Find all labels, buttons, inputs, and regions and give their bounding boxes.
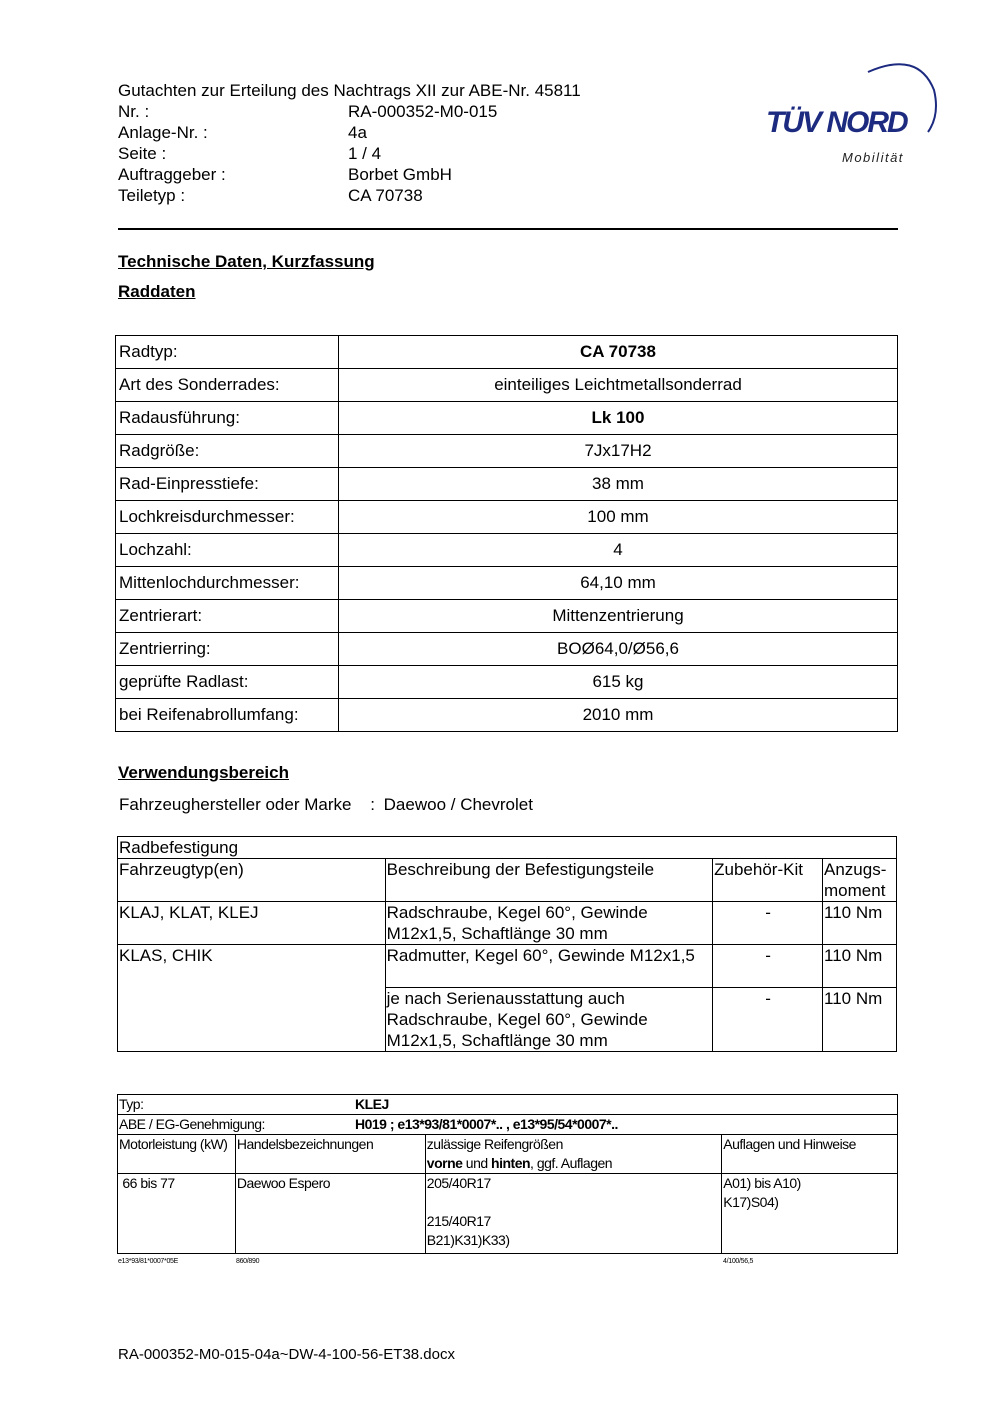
row-moment: 110 Nm [823,945,897,988]
raddaten-value: CA 70738 [339,336,898,369]
raddaten-table [115,335,898,732]
field-label-auftraggeber: Auftraggeber : [118,165,226,184]
small-footnote-1: e13*93/81*0007*05E [118,1258,178,1265]
raddaten-label: Art des Sonderrades: [116,369,339,402]
footer-filename: RA-000352-M0-015-04a~DW-4-100-56-ET38.docx [118,1346,455,1363]
raddaten-row [116,567,898,600]
raddaten-label: Radgröße: [116,435,339,468]
typ-label: Typ: [119,1096,144,1112]
raddaten-value: Mittenzentrierung [339,600,898,633]
table-row [118,945,897,988]
radbefestigung-title: Radbefestigung [118,837,897,859]
auflagen-2: K17)S04) [723,1194,779,1210]
raddaten-row [116,633,898,666]
raddaten-value: einteiliges Leichtmetallsonderrad [339,369,898,402]
small-footnote-3: 4/100/56,5 [723,1258,754,1265]
reifen-2: 215/40R17 [426,1213,491,1229]
raddaten-label: Radtyp: [116,336,339,369]
col-motorleistung: Motorleistung (kW) [118,1135,236,1174]
small-footnote-2: 860/890 [236,1258,260,1265]
typ-table [117,1094,898,1254]
row-moment: 110 Nm [823,988,897,1052]
raddaten-row [116,468,898,501]
field-value-auftraggeber: Borbet GmbH [348,165,452,184]
raddaten-label: Zentrierart: [116,600,339,633]
raddaten-value: 615 kg [339,666,898,699]
raddaten-row [116,336,898,369]
document-title: Gutachten zur Erteilung des Nachtrags XII zur ABE-Nr. 45811 [118,81,581,100]
section-heading-verwendungsbereich: Verwendungsbereich [118,763,289,782]
abe-row [118,1115,898,1135]
header-anzugsmoment: Anzugs- moment [823,859,897,902]
header-beschreibung: Beschreibung der Befestigungsteile [385,859,713,902]
field-value-seite: 1 / 4 [348,144,382,163]
radbefestigung-table [117,836,897,1052]
manufacturer-separator: : [370,795,375,814]
table-row [118,902,897,945]
row-moment: 110 Nm [823,902,897,945]
raddaten-label: geprüfte Radlast: [116,666,339,699]
row-auflagen [722,1174,898,1254]
row-type: KLAS, CHIK [118,945,386,1052]
auflagen-suffix: , ggf. Auflagen [530,1155,613,1171]
field-label-seite: Seite : [118,144,167,163]
abe-label: ABE / EG-Genehmigung: [119,1116,265,1132]
row-motorleistung: 66 bis 77 [118,1174,236,1254]
field-label-teiletyp: Teiletyp : [118,186,186,205]
col-auflagen-hinweise: Auflagen und Hinweise [722,1135,898,1174]
header-zubehoer-kit: Zubehör-Kit [713,859,823,902]
reifen-3: B21)K31)K33) [426,1232,510,1248]
raddaten-value: 2010 mm [339,699,898,732]
raddaten-row [116,666,898,699]
row-kit: - [713,988,823,1052]
raddaten-row [116,435,898,468]
field-label-nr: Nr. : [118,102,150,121]
field-value-teiletyp: CA 70738 [348,186,423,205]
field-label-anlage: Anlage-Nr. : [118,123,208,142]
manufacturer-line [119,795,533,815]
raddaten-value: 7Jx17H2 [339,435,898,468]
header-fahrzeugtyp: Fahrzeugtyp(en) [118,859,386,902]
field-value-anlage: 4a [348,123,367,142]
raddaten-label: Zentrierring: [116,633,339,666]
raddaten-value: 4 [339,534,898,567]
auflagen-1: A01) bis A10) [723,1175,801,1191]
raddaten-value: 38 mm [339,468,898,501]
col-handelsbezeichnungen: Handelsbezeichnungen [235,1135,425,1174]
vorne-label: vorne [426,1155,463,1171]
col-reifengroessen [425,1135,721,1174]
row-reifengroessen [425,1174,721,1254]
raddaten-row [116,600,898,633]
row-handelsbezeichnung: Daewoo Espero [235,1174,425,1254]
abe-value: H019 ; e13*93/81*0007*.. , e13*95/54*0007*.. [355,1116,618,1132]
section-heading-technische-daten: Technische Daten, Kurzfassung [118,252,375,271]
table-row [118,1174,898,1254]
raddaten-row [116,699,898,732]
logo-subtitle: Mobilität [842,150,904,165]
raddaten-label: Radausführung: [116,402,339,435]
raddaten-label: Rad-Einpresstiefe: [116,468,339,501]
raddaten-label: Lochzahl: [116,534,339,567]
raddaten-value: 64,10 mm [339,567,898,600]
reifen-1: 205/40R17 [426,1175,491,1191]
section-heading-raddaten: Raddaten [118,282,196,301]
raddaten-value: 100 mm [339,501,898,534]
raddaten-label: Mittenlochdurchmesser: [116,567,339,600]
und-label: und [462,1155,492,1171]
row-desc: Radmutter, Kegel 60°, Gewinde M12x1,5 [385,945,713,988]
raddaten-label: bei Reifenabrollumfang: [116,699,339,732]
row-desc: je nach Serienausstattung auch Radschraube, Kegel 60°, Gewinde M12x1,5, Schaftlänge 30 mm [385,988,713,1052]
raddaten-value: BOØ64,0/Ø56,6 [339,633,898,666]
raddaten-row [116,534,898,567]
manufacturer-value: Daewoo / Chevrolet [383,795,533,814]
field-value-nr: RA-000352-M0-015 [348,102,498,121]
raddaten-row [116,501,898,534]
col-reifen-line2 [427,1154,721,1173]
raddaten-row [116,369,898,402]
logo-text: TÜV NORD [766,106,907,139]
col-reifen-line1: zulässige Reifengrößen [426,1136,563,1152]
manufacturer-label: Fahrzeughersteller oder Marke [119,795,352,814]
row-type: KLAJ, KLAT, KLEJ [118,902,386,945]
raddaten-row [116,402,898,435]
row-desc: Radschraube, Kegel 60°, Gewinde M12x1,5, Schaftlänge 30 mm [385,902,713,945]
header-divider [118,228,898,230]
raddaten-value: Lk 100 [339,402,898,435]
row-kit: - [713,902,823,945]
hinten-label: hinten [491,1155,531,1171]
typ-value: KLEJ [355,1096,389,1112]
row-kit: - [713,945,823,988]
typ-row [118,1095,898,1115]
raddaten-label: Lochkreisdurchmesser: [116,501,339,534]
